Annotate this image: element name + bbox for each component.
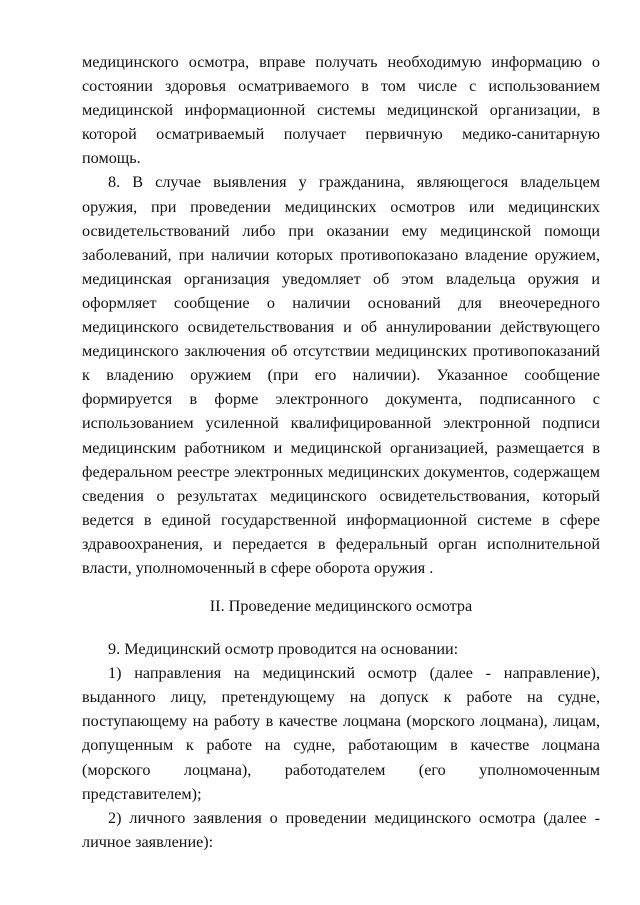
spacer	[82, 580, 600, 594]
document-page	[82, 50, 600, 854]
paragraph-continuation: медицинского осмотра, вправе получать необходимую информацию о состоянии здоровья осматриваемого в том числе с использованием медицинской информационной системы медицинской организации, в которой осматриваемый получает первичную медико-санитарную помощь.	[82, 53, 600, 168]
paragraph-9-item-1: 1) направления на медицинский осмотр (далее - направление), выданного лицу, претендующему на допуск к работе на судне, поступающему на работу в качестве лоцмана (морского лоцмана), лицам, допущенным к работе на судне, работающим в качестве лоцмана (морского лоцмана), работодателем (его уполномоченным представителем);	[82, 664, 600, 803]
paragraph-9-item-2: 2) личного заявления о проведении медицинского осмотра (далее - личное заявление):	[82, 808, 600, 851]
spacer	[82, 618, 600, 637]
paragraph-9: 9. Медицинский осмотр проводится на основании:	[108, 640, 459, 659]
paragraph-8: 8. В случае выявления у гражданина, являющегося владельцем оружия, при проведении медицинских осмотров или медицинских освидетельствований либо при оказании ему медицинской помощи заболеваний, при наличии которых противопоказано владение оружием, медицинская организация уведомляет об этом владельца оружия и оформляет сообщение о наличии оснований для внеочередного медицинского освидетельствования и об аннулировании действующего медицинского заключения об отсутствии медицинских противопоказаний к владению оружием (при его наличии). Указанное сообщение формируется в форме электронного документа, подписанного с использованием усиленной квалифицированной электронной подписи медицинским работником и медицинской организацией, размещается в федеральном реестре электронных медицинских документов, содержащем сведения о результатах медицинского освидетельствования, который ведется в единой государственной информационной системе в сфере здравоохранения, и передается в федеральный орган исполнительной власти, уполномоченный в сфере оборота оружия .	[82, 173, 600, 577]
section-heading: II. Проведение медицинского осмотра	[209, 597, 473, 616]
